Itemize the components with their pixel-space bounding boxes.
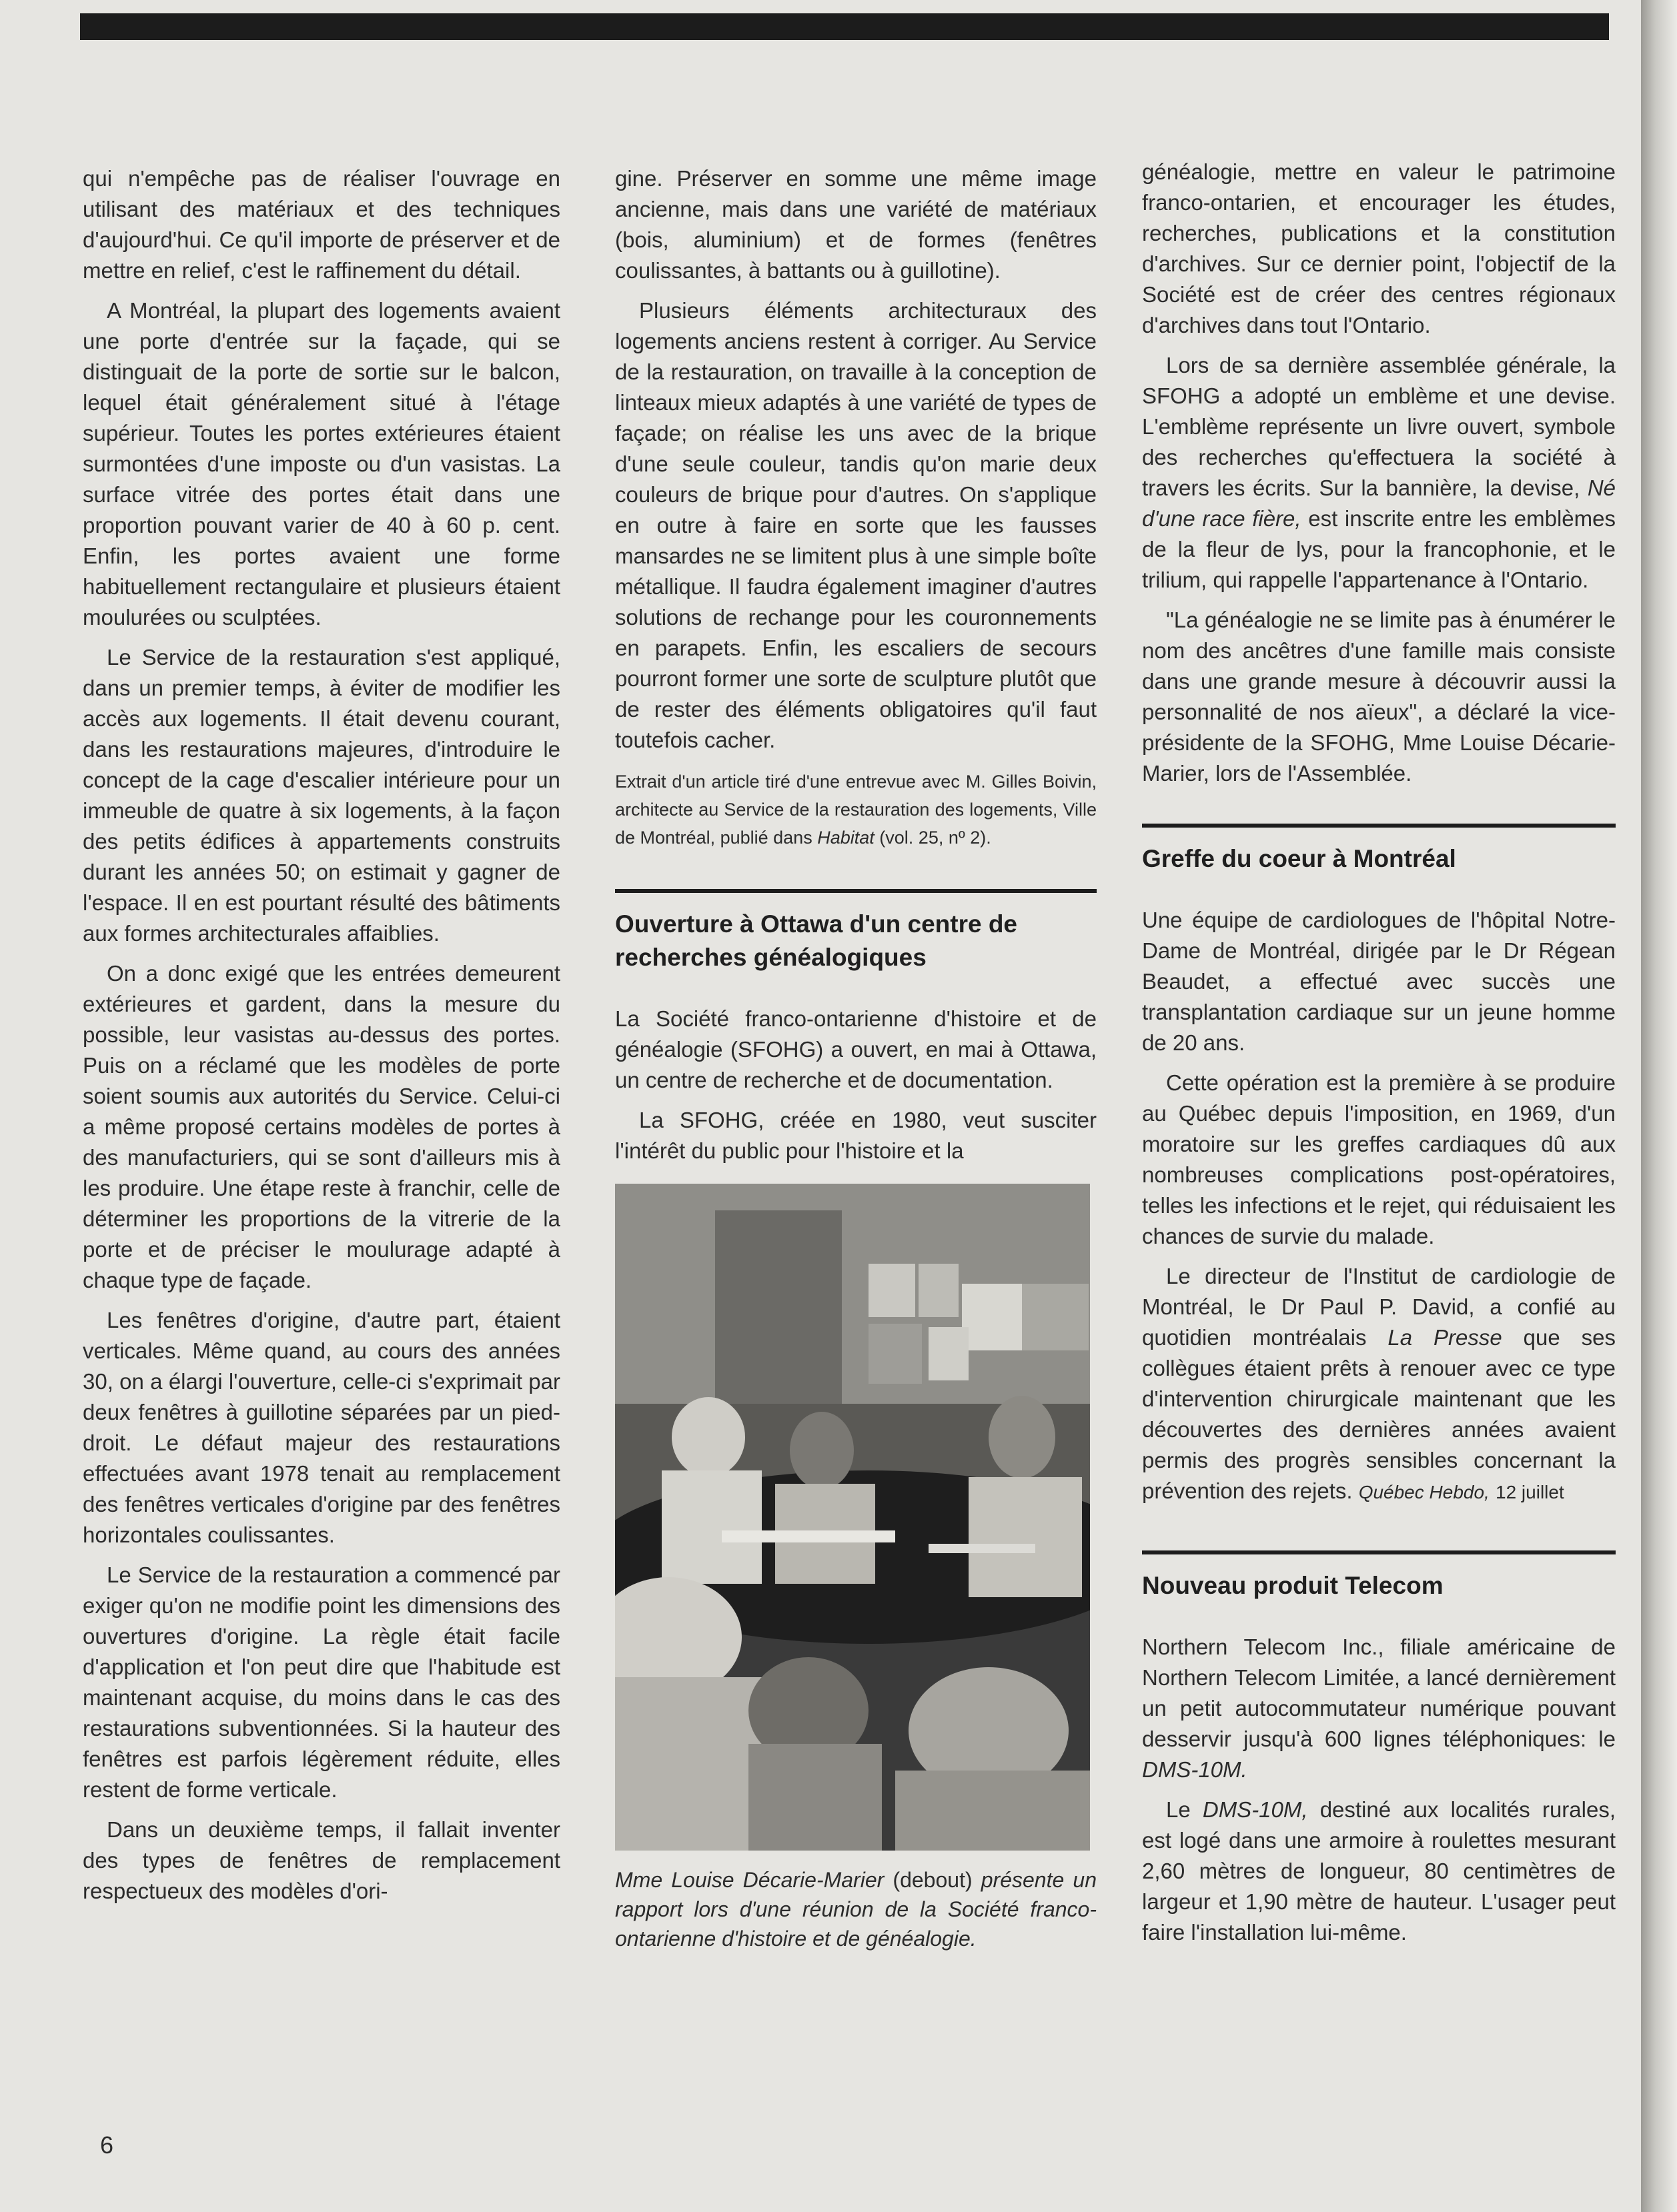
meeting-photo [615,1184,1090,1851]
paragraph: A Montréal, la plupart des logements avaient une porte d'entrée sur la façade, qui se distinguait de la porte de sortie sur le balcon, lequel était généralement situé à l'étage supérieur. Toutes les portes extérieures étaient surmontées d'une imposte ou d'un vasistas. La surface vitrée des portes était dans une proportion pouvant varier de 40 à 60 p. cent. Enfin, les portes avaient une forme habituellement rectangulaire et plusieurs étaient moulurées ou sculptées. [83,298,560,630]
paragraph: Le Service de la restauration a commencé par exiger qu'on ne modifie point les dimensions des ouvertures d'origine. La règle était facile d'application et l'on peut dire que l'habitude est maintenant acquise, du moins dans le cas des restaurations subventionnées. Si la hauteur des fenêtres est parfois légèrement réduite, elles restent de forme verticale. [83,1562,560,1802]
page-number: 6 [100,2131,114,2159]
photo-caption: Mme Louise Décarie-Marier (debout) présente un rapport lors d'une réunion de la Société franco-ontarienne d'histoire et de généalogie. [615,1868,1097,1951]
telecom-article [1142,1550,1616,1948]
paragraph: qui n'empêche pas de réaliser l'ouvrage en utilisant des matériaux et des techniques d'aujourd'hui. Ce qu'il importe de préserver et de mettre en relief, c'est le raffinement du détail. [83,166,560,283]
paragraph: Lors de sa dernière assemblée générale, la SFOHG a adopté un emblème et une devise. L'emblème représente un livre ouvert, symbole des recherches qu'effectuera la société à travers les écrits. Sur la bannière, la devise, Né d'une race fière, est inscrite entre les emblèmes de la fleur de lys, pour la francophonie, et le trilium, qui rappelle l'appartenance à l'Ontario. [1142,353,1616,592]
paragraph: "La généalogie ne se limite pas à énumérer le nom des ancêtres d'une famille mais consiste dans une grande mesure à découvrir aussi la personnalité de nos aïeux", a déclaré la vice-présidente de la SFOHG, Mme Louise Décarie-Marier, lors de l'Assemblée. [1142,608,1616,786]
motto: Né d'une race fière, [1142,475,1616,531]
column-3 [1142,157,1616,1948]
heart-transplant-article [1142,824,1616,1508]
paragraph: Cette opération est la première à se produire au Québec depuis l'imposition, en 1969, d'un moratoire sur les greffes cardiaques dû aux nombreuses complications post-opératoires, telles les infections et le rejet, qui réduisaient les chances de survie du malade. [1142,1070,1616,1248]
article-credit: Extrait d'un article tiré d'une entrevue avec M. Gilles Boivin, architecte au Service de la restauration des logements, Ville de Montréal, publié dans Habitat (vol. 25, nº 2). [615,772,1097,848]
source-date: 12 juillet [1496,1482,1564,1502]
newspaper-name: La Presse [1387,1325,1502,1350]
paragraph: gine. Préserver en somme une même image ancienne, mais dans une variété de matériaux (bois, aluminium) et de formes (fenêtres coulissantes, à battants ou à guillotine). [615,166,1097,283]
paragraph: Le directeur de l'Institut de cardiologie de Montréal, le Dr Paul P. David, a confié au quotidien montréalais La Presse que ses collègues étaient prêts à renouer avec ce type d'intervention chirurgicale maintenant que les découvertes des dernières années avaient permis des progrès sensibles concernant la prévention des rejets. Québec Hebdo, 12 juillet [1142,1264,1616,1503]
source-name: Québec Hebdo, [1358,1482,1490,1502]
paragraph: Le Service de la restauration s'est appliqué, dans un premier temps, à éviter de modifier les accès aux logements. Il était devenu courant, dans les restaurations majeures, d'introduire le concept de la cage d'escalier intérieure pour un immeuble de quatre à six logements, à la façon des petits édifices à appartements construits durant les années 50; on estimait y gagner de l'espace. Il en est pourtant résulté des bâtiments aux formes architecturales affaiblies. [83,645,560,946]
paragraph: Dans un deuxième temps, il fallait inventer des types de fenêtres de remplacement respectueux des modèles d'ori- [83,1817,560,1903]
paragraph: généalogie, mettre en valeur le patrimoine franco-ontarien, et encourager les études, recherches, publications et la constitution d'archives. Sur ce dernier point, l'objectif de la Société est de créer des centres régionaux d'archives dans tout l'Ontario. [1142,159,1616,337]
publication-name: Habitat [817,828,875,848]
article-heading: Greffe du coeur à Montréal [1142,845,1456,872]
paragraph: Une équipe de cardiologues de l'hôpital Notre-Dame de Montréal, dirigée par le Dr Régean Beaudet, a effectué avec succès une transplantation cardiaque sur un jeune homme de 20 ans. [1142,908,1616,1055]
paragraph: La SFOHG, créée en 1980, veut susciter l'intérêt du public pour l'histoire et la [615,1108,1097,1163]
article-heading: Nouveau produit Telecom [1142,1572,1444,1599]
column-2 [615,163,1097,1953]
paragraph: Plusieurs éléments architecturaux des logements anciens restent à corriger. Au Service de la restauration, on travaille à la conception de linteaux mieux adaptés à une variété de types de façade; on réalise les uns avec de la brique d'une seule couleur, tandis qu'on marie deux couleurs de brique pour d'autres. On s'applique en outre à faire en sorte que les fausses mansardes ne se limitent plus à une simple boîte métallique. Il faudra également imaginer d'autres solutions de rechange pour les couronnements en parapets. Enfin, les escaliers de secours pourront former une sorte de sculpture plutôt que de rester des éléments obligatoires qu'il faut toutefois cacher. [615,298,1097,752]
meeting-photo-illustration [615,1184,1090,1851]
product-name: DMS-10M, [1202,1797,1308,1822]
paragraph: Le DMS-10M, destiné aux localités rurales, est logé dans une armoire à roulettes mesurant 2,60 mètres de longueur, 80 centimètres de largeur et 1,90 mètre de hauteur. L'usager peut faire l'installation lui-même. [1142,1797,1616,1945]
product-name: DMS-10M. [1142,1757,1247,1782]
ottawa-article [615,889,1097,1953]
paragraph: Northern Telecom Inc., filiale américaine de Northern Telecom Limitée, a lancé dernièrement un petit autocommutateur numérique pouvant desservir jusqu'à 600 lignes téléphoniques: le DMS-10M. [1142,1634,1616,1782]
paragraph: On a donc exigé que les entrées demeurent extérieures et gardent, dans la mesure du possible, leur vasistas au-dessus des portes. Puis on a réclamé que les modèles de porte soient soumis aux autorités du Service. Celui-ci a même proposé certains modèles de portes à des manufacturiers, qui se sont d'ailleurs mis à les produire. Une étape reste à franchir, celle de déterminer les proportions de la vitrerie de la porte et de préciser le moulurage adapté à chaque type de façade. [83,961,560,1292]
column-1 [83,163,560,1907]
page-edge [1641,0,1677,2212]
paragraph: La Société franco-ontarienne d'histoire et de généalogie (SFOHG) a ouvert, en mai à Ottawa, un centre de recherche et de documentation. [615,1006,1097,1092]
article-heading: Ouverture à Ottawa d'un centre de recherches généalogiques [615,910,1018,971]
top-rule [80,13,1609,40]
paragraph: Les fenêtres d'origine, d'autre part, étaient verticales. Même quand, au cours des années 30, on a élargi l'ouverture, celle-ci s'exprimait par deux fenêtres à guillotine séparées par un pied-droit. Le défaut majeur des restaurations effectuées avant 1978 tenait au remplacement des fenêtres verticales d'origine par des fenêtres horizontales coulissantes. [83,1308,560,1547]
